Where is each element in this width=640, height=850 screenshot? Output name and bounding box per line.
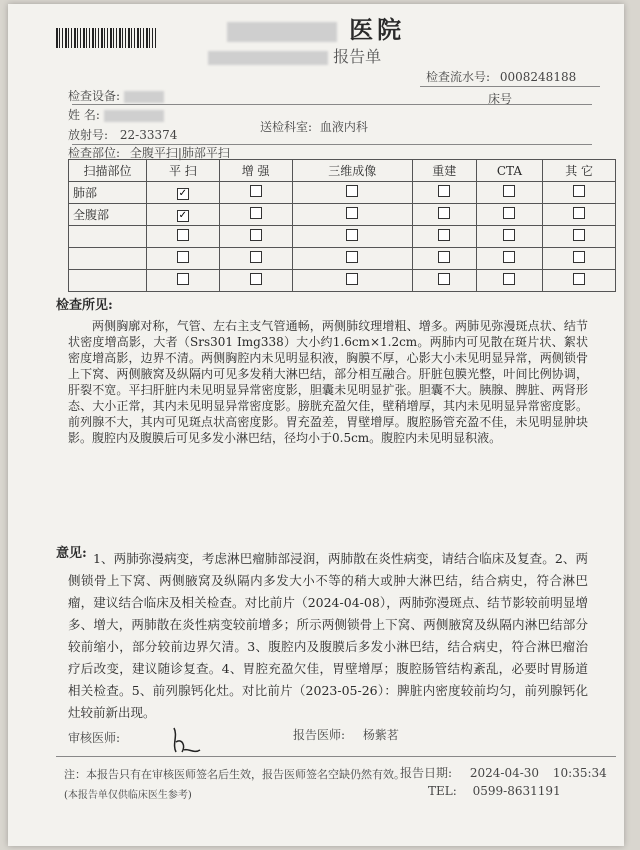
checkbox-empty xyxy=(346,207,358,219)
checkbox-empty xyxy=(250,251,262,263)
report-date: 报告日期: 2024-04-30 10:35:34 xyxy=(400,766,607,780)
checkbox-empty xyxy=(503,207,515,219)
redacted-block xyxy=(208,51,328,65)
scan-cell xyxy=(292,182,412,204)
checkbox-empty xyxy=(573,229,585,241)
footer-disclaimer: (本报告单仅供临床医生参考) xyxy=(64,790,192,801)
scan-table-row xyxy=(69,270,616,292)
patient-name: 姓 名: xyxy=(68,106,164,123)
scan-cell xyxy=(292,270,412,292)
scan-cell xyxy=(219,270,292,292)
scan-cell xyxy=(147,248,220,270)
scan-table xyxy=(68,159,616,292)
scan-table-header xyxy=(69,160,616,182)
redacted-block xyxy=(227,22,337,42)
reporter: 报告医师: 杨紫茗 xyxy=(293,728,399,742)
footer-note: 注：本报告只有在审核医师签名后生效，报告医师签名空缺仍然有效。 xyxy=(64,768,405,781)
report-subtitle: 报告单 xyxy=(208,44,381,67)
findings-text: 两侧胸廓对称，气管、左右主支气管通畅，两侧肺纹理增粗、增多。两肺见弥漫斑点状、结节状密度增高影，大者（Srs301 Img338）大小约1.6cm×1.2cm。两肺内可见散在斑片状、絮状密度增高影，边界不清。两侧胸腔内未见明显积液，胸膜不厚，心影大小未见明显异常，两侧锁骨上下窝、两侧腋窝及纵隔内可见多发稍大淋巴结，部分相互融合。肝脏包膜光整，叶间比例协调，肝裂不宽。平扫肝脏内未见明显异常密度影，胆囊未见明显扩张。胆囊不大。胰腺、脾脏、两肾形态、大小正常，其内未见明显异常密度影。膀胱充盈欠佳，壁稍增厚，其内未见明显异常密度影。前列腺不大，其内可见斑点状高密度影。胃充盈差，胃壁增厚。腹腔肠管充盈不佳，未见明显肿块影。腹腔内及腹膜后可见多发小淋巴结，径均小于0.5cm。腹腔内未见明显积液。 xyxy=(68,319,588,445)
scan-cell xyxy=(412,182,476,204)
report-tel: TEL: 0599-8631191 xyxy=(428,784,561,798)
checkbox-empty xyxy=(346,185,358,197)
exam-part: 检查部位: 全腹平扫|肺部平扫 xyxy=(68,146,230,160)
scan-cell xyxy=(147,204,220,226)
checkbox-empty xyxy=(573,251,585,263)
scan-table-row xyxy=(69,182,616,204)
scan-cell xyxy=(543,226,616,248)
scan-cell xyxy=(219,182,292,204)
hospital-name: 医院 xyxy=(349,15,406,44)
checkbox-empty xyxy=(438,185,450,197)
checkbox-checked: ✓ xyxy=(178,188,188,199)
checkbox-empty xyxy=(503,273,515,285)
checkbox-empty xyxy=(438,273,450,285)
scan-cell xyxy=(219,226,292,248)
scan-cell xyxy=(219,204,292,226)
scan-cell xyxy=(543,270,616,292)
scan-cell xyxy=(476,204,543,226)
divider xyxy=(420,86,600,87)
col-header: 增 强 xyxy=(219,160,292,182)
checkbox-empty xyxy=(573,207,585,219)
col-header: 扫描部位 xyxy=(69,160,147,182)
checkbox-empty xyxy=(503,185,515,197)
scan-cell xyxy=(219,248,292,270)
scan-part xyxy=(69,226,147,248)
scan-table-row xyxy=(69,226,616,248)
checkbox-empty xyxy=(346,229,358,241)
scan-table-row xyxy=(69,204,616,226)
radiology-no: 放射号: 22-33374 xyxy=(68,128,178,142)
checkbox-empty xyxy=(438,251,450,263)
report-paper xyxy=(8,4,624,846)
scan-cell xyxy=(292,248,412,270)
scan-cell xyxy=(147,182,220,204)
scan-cell xyxy=(292,204,412,226)
divider xyxy=(72,104,592,105)
checkbox-empty xyxy=(177,229,189,241)
checkbox-empty xyxy=(503,229,515,241)
scan-part xyxy=(69,248,147,270)
col-header: 其 它 xyxy=(543,160,616,182)
flow-no: 检查流水号: 0008248188 xyxy=(426,70,577,84)
opinion-heading: 意见: xyxy=(56,546,87,561)
checkbox-empty xyxy=(250,185,262,197)
scan-cell xyxy=(147,270,220,292)
scan-cell xyxy=(476,182,543,204)
bed: 床号 xyxy=(488,92,513,106)
scan-cell xyxy=(543,204,616,226)
scan-cell xyxy=(147,226,220,248)
checkbox-empty xyxy=(438,207,450,219)
reviewer: 审核医师: xyxy=(68,731,121,745)
scan-cell xyxy=(412,226,476,248)
scan-part: 肺部 xyxy=(69,182,147,204)
checkbox-empty xyxy=(250,273,262,285)
findings-heading: 检查所见: xyxy=(56,298,113,313)
checkbox-empty xyxy=(346,251,358,263)
checkbox-empty xyxy=(250,207,262,219)
exam-device: 检查设备: xyxy=(68,87,164,104)
col-header: 三维成像 xyxy=(292,160,412,182)
checkbox-empty xyxy=(346,273,358,285)
checkbox-empty xyxy=(177,273,189,285)
dept: 送检科室: 血液内科 xyxy=(260,120,368,134)
col-header: 平 扫 xyxy=(147,160,220,182)
scan-part: 全腹部 xyxy=(69,204,147,226)
checkbox-empty xyxy=(573,185,585,197)
scan-cell xyxy=(476,248,543,270)
scan-cell xyxy=(543,182,616,204)
col-header: 重建 xyxy=(412,160,476,182)
checkbox-empty xyxy=(177,251,189,263)
hospital-title xyxy=(8,10,624,45)
scan-cell xyxy=(412,270,476,292)
scan-cell xyxy=(412,204,476,226)
scan-part xyxy=(69,270,147,292)
scan-cell xyxy=(543,248,616,270)
handwritten-signature xyxy=(168,724,204,758)
scan-cell xyxy=(412,248,476,270)
checkbox-empty xyxy=(573,273,585,285)
scan-cell xyxy=(476,226,543,248)
scan-cell xyxy=(292,226,412,248)
checkbox-empty xyxy=(250,229,262,241)
checkbox-empty xyxy=(438,229,450,241)
col-header: CTA xyxy=(476,160,543,182)
scan-cell xyxy=(476,270,543,292)
scan-table-row xyxy=(69,248,616,270)
divider xyxy=(56,756,616,757)
checkbox-checked: ✓ xyxy=(178,210,188,221)
checkbox-empty xyxy=(503,251,515,263)
opinion-text: 1、两肺弥漫病变，考虑淋巴瘤肺部浸润，两肺散在炎性病变，请结合临床及复查。2、两侧锁骨上下窝、两侧腋窝及纵隔内多发大小不等的稍大或肿大淋巴结，结合病史，符合淋巴瘤，建议结合临床及相关检查。对比前片（2024-04-08），两肺弥漫斑点、结节影较前明显增多、增大，两肺散在炎性病变较前增多；所示两侧锁骨上下窝、两侧腋窝及纵隔内淋巴结部分较前缩小，部分较前边界欠清。3、腹腔内及腹膜后多发小淋巴结，结合病史，符合淋巴瘤治疗后改变，建议随诊复查。4、胃腔充盈欠佳，胃壁增厚；腹腔肠管结构紊乱，必要时胃肠道相关检查。5、前列腺钙化灶。对比前片（2023-05-26）：脾脏内密度较前均匀，前列腺钙化灶较前新出现。 xyxy=(68,551,588,720)
